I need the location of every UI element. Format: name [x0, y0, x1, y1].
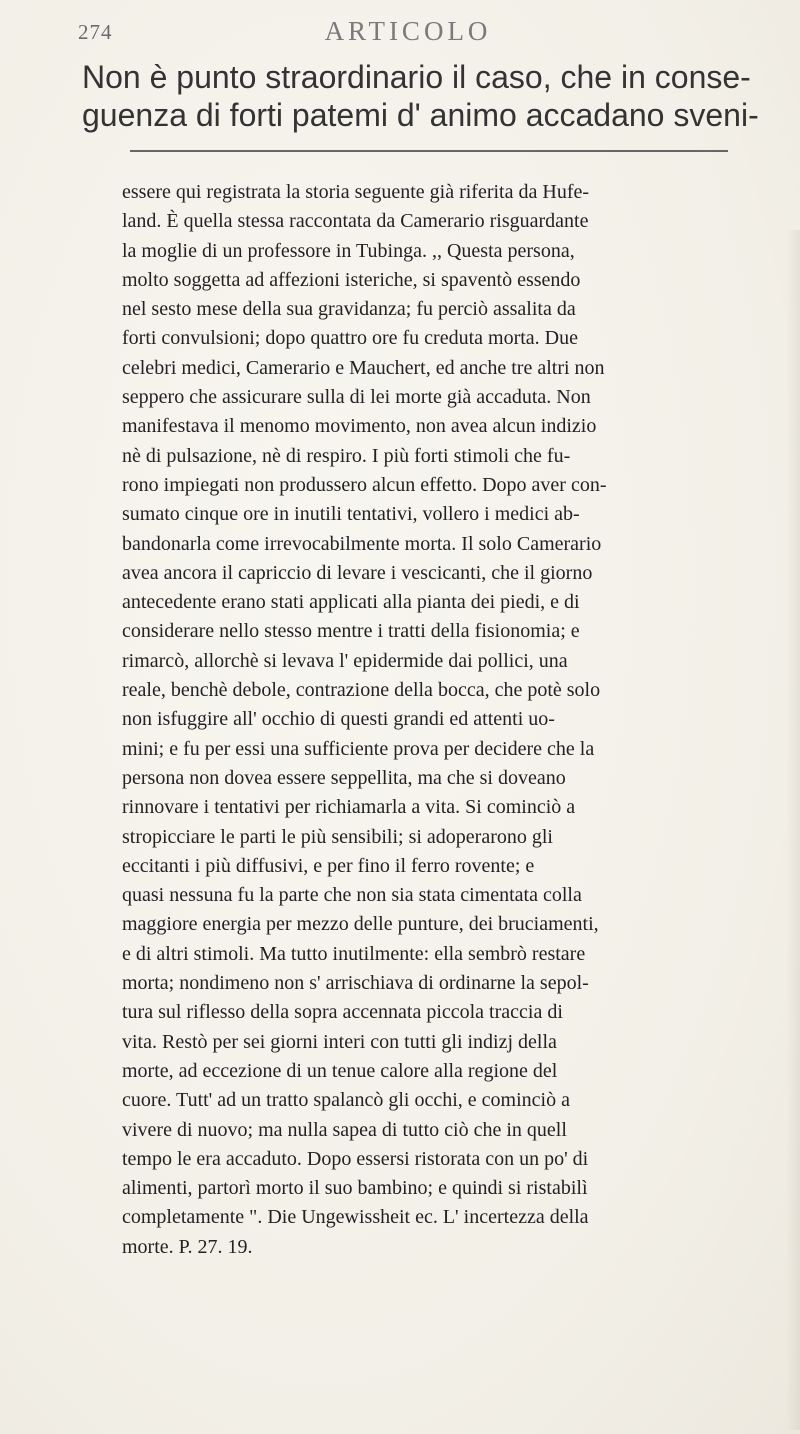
footnote-line: persona non dovea essere seppellita, ma che si doveano	[122, 766, 566, 789]
main-text-line: guenza di forti patemi d' animo accadano sveni-	[82, 97, 759, 133]
main-text-fragment	[82, 58, 772, 134]
footnote-line: morta; nondimeno non s' arrischiava di ordinarne la sepol-	[122, 972, 589, 995]
footnote-line: stropicciare le parti le più sensibili; si adoperarono gli	[122, 825, 553, 848]
footnote-line: avea ancora il capriccio di levare i vescicanti, che il giorno	[122, 561, 593, 584]
page-number: 274	[78, 20, 113, 44]
footnote-text	[122, 178, 742, 1262]
footnote-line: reale, benchè debole, contrazione della bocca, che potè solo	[122, 679, 601, 702]
footnote-line: la moglie di un professore in Tubinga. ,, Questa persona,	[122, 239, 575, 262]
footnote-line: bandonarla come irrevocabilmente morta. Il solo Camerario	[122, 532, 602, 555]
footnote-line: sumato cinque ore in inutili tentativi, vollero i medici ab-	[122, 503, 580, 526]
footnote-line: nel sesto mese della sua gravidanza; fu perciò assalita da	[122, 298, 576, 321]
footnote-line: quasi nessuna fu la parte che non sia stata cimentata colla	[122, 884, 582, 907]
footnote-line: rimarcò, allorchè si levava l' epidermide dai pollici, una	[122, 649, 568, 672]
main-text-line: Non è punto straordinario il caso, che in conse-	[82, 59, 751, 95]
footnote-line: tempo le era accaduto. Dopo essersi ristorata con un po' di	[122, 1147, 589, 1170]
footnote-line: land. È quella stessa raccontata da Camerario risguardante	[122, 210, 589, 233]
footnote-separator-rule	[130, 150, 728, 152]
footnote-line: considerare nello stesso mentre i tratti della fisionomia; e	[122, 620, 580, 643]
footnote-line: cuore. Tutt' ad un tratto spalancò gli occhi, e cominciò a	[122, 1089, 570, 1112]
footnote-line: vivere di nuovo; ma nulla sapea di tutto ciò che in quell	[122, 1118, 567, 1141]
page-header	[78, 16, 738, 50]
footnote-line: non isfuggire all' occhio di questi grandi ed attenti uo-	[122, 708, 555, 731]
footnote-line: morte, ad eccezione di un tenue calore alla regione del	[122, 1059, 558, 1082]
footnote-line: eccitanti i più diffusivi, e per fino il ferro rovente; e	[122, 854, 535, 877]
footnote-line: alimenti, partorì morto il suo bambino; e quindi si ristabilì	[122, 1177, 588, 1200]
footnote-line: celebri medici, Camerario e Mauchert, ed anche tre altri non	[122, 356, 605, 379]
footnote-line: essere qui registrata la storia seguente già riferita da Hufe-	[122, 181, 590, 203]
footnote-line: manifestava il menomo movimento, non avea alcun indizio	[122, 415, 597, 438]
footnote-line: e di altri stimoli. Ma tutto inutilmente: ella sembrò restare	[122, 942, 586, 965]
footnote-line: vita. Restò per sei giorni interi con tutti gli indizj della	[122, 1030, 557, 1053]
page-edge-shadow	[786, 230, 800, 1430]
footnote-line: forti convulsioni; dopo quattro ore fu creduta morta. Due	[122, 327, 578, 350]
footnote-line: tura sul riflesso della sopra accennata piccola traccia di	[122, 1001, 563, 1024]
footnote-line: morte. P. 27. 19.	[122, 1235, 253, 1258]
footnote-line: rono impiegati non produssero alcun effetto. Dopo aver con-	[122, 473, 607, 496]
footnote-line: molto soggetta ad affezioni isteriche, si spaventò essendo	[122, 268, 581, 291]
running-title: ARTICOLO	[324, 16, 492, 46]
footnote-line: nè di pulsazione, nè di respiro. I più forti stimoli che fu-	[122, 444, 571, 467]
footnote-line: maggiore energia per mezzo delle punture, dei bruciamenti,	[122, 913, 599, 936]
footnote-line: seppero che assicurare sulla di lei morte già accaduta. Non	[122, 386, 591, 409]
footnote-line: rinnovare i tentativi per richiamarla a vita. Si cominciò a	[122, 796, 576, 819]
footnote-line: completamente ". Die Ungewissheit ec. L' incertezza della	[122, 1206, 589, 1229]
footnote-line: antecedente erano stati applicati alla pianta dei piedi, e di	[122, 591, 580, 614]
footnote-line: mini; e fu per essi una sufficiente prova per decidere che la	[122, 737, 595, 760]
